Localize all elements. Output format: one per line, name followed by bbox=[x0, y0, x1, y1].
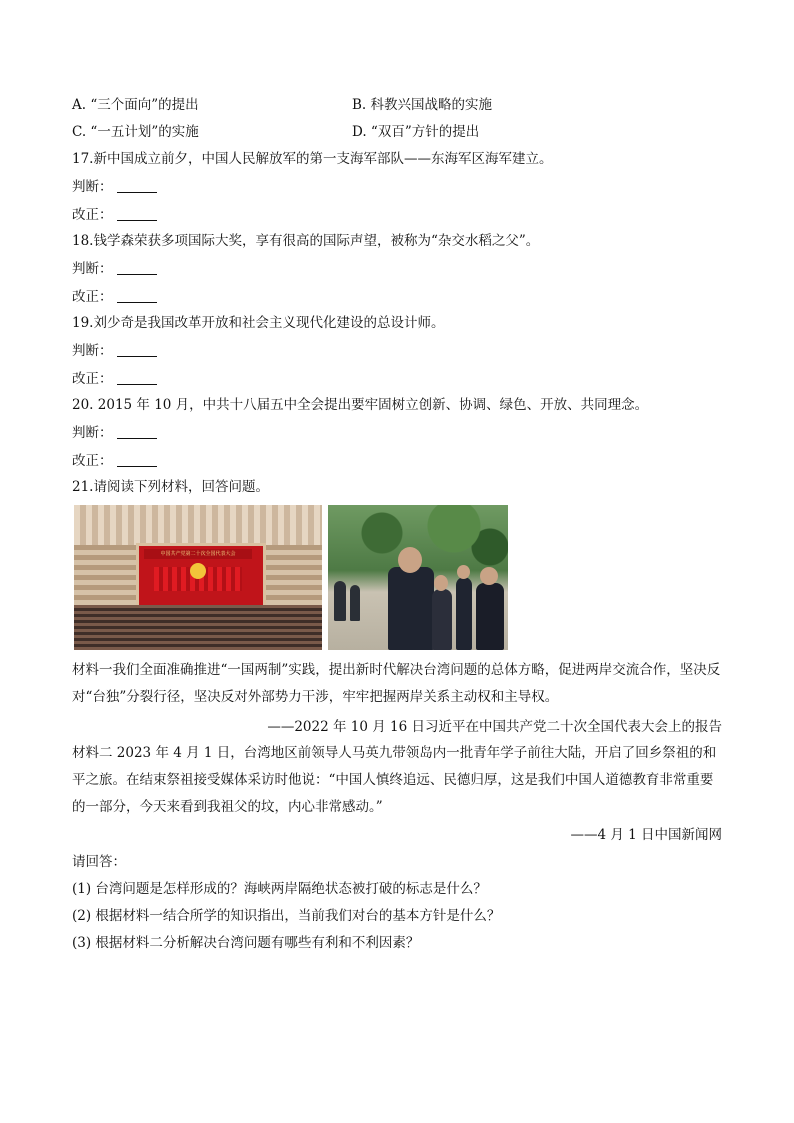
option-a: A. “三个面向”的提出 bbox=[72, 97, 199, 113]
judge-label: 判断： bbox=[72, 343, 113, 359]
person-figure bbox=[388, 567, 434, 650]
sub-question-2: (2) 根据材料一结合所学的知识指出，当前我们对台的基本方针是什么？ bbox=[72, 908, 501, 924]
audience-seats bbox=[74, 605, 322, 650]
material-2-source: ——4 月 1 日中国新闻网 bbox=[570, 827, 722, 843]
person-figure bbox=[432, 589, 452, 650]
correct-label: 改正： bbox=[72, 371, 113, 387]
q20-correct bbox=[72, 452, 157, 470]
person-figure bbox=[334, 581, 346, 621]
visit-photo bbox=[328, 505, 508, 650]
ask-label: 请回答： bbox=[72, 854, 126, 870]
judge-label: 判断： bbox=[72, 425, 113, 441]
correct-label: 改正： bbox=[72, 453, 113, 469]
hall-ceiling bbox=[74, 505, 322, 545]
option-c: C. “一五计划”的实施 bbox=[72, 124, 199, 140]
stage-banner: 中国共产党第二十次全国代表大会 bbox=[144, 549, 252, 559]
judge-label: 判断： bbox=[72, 261, 113, 277]
party-emblem-icon bbox=[190, 563, 206, 579]
option-b: B. 科教兴国战略的实施 bbox=[352, 97, 493, 113]
question-17: 17.新中国成立前夕，中国人民解放军的第一支海军部队——东海军区海军建立。 bbox=[72, 151, 553, 167]
question-19: 19.刘少奇是我国改革开放和社会主义现代化建设的总设计师。 bbox=[72, 315, 445, 331]
congress-hall-photo bbox=[74, 505, 322, 650]
judge-blank[interactable] bbox=[117, 424, 157, 439]
sub-question-1: (1) 台湾问题是怎样形成的？海峡两岸隔绝状态被打破的标志是什么？ bbox=[72, 881, 487, 897]
question-20: 20. 2015 年 10 月，中共十八届五中全会提出要牢固树立创新、协调、绿色、开放、共同理念。 bbox=[72, 397, 649, 413]
sub-question-3: (3) 根据材料二分析解决台湾问题有哪些有利和不利因素？ bbox=[72, 935, 420, 951]
judge-blank[interactable] bbox=[117, 260, 157, 275]
correct-label: 改正： bbox=[72, 207, 113, 223]
material-1-source: ——2022 年 10 月 16 日习近平在中国共产党二十次全国代表大会上的报告 bbox=[267, 719, 722, 735]
person-figure bbox=[456, 577, 472, 650]
correct-blank[interactable] bbox=[117, 370, 157, 385]
q19-judge bbox=[72, 342, 157, 360]
q17-judge bbox=[72, 178, 157, 196]
person-head bbox=[398, 547, 422, 573]
option-d: D. “双百”方针的提出 bbox=[352, 124, 480, 140]
person-figure bbox=[476, 583, 504, 650]
material-1: 材料一我们全面准确推进“一国两制”实践，提出新时代解决台湾问题的总体方略，促进两岸交流合作，坚决反对“台独”分裂行径，坚决反对外部势力干涉，牢牢把握两岸关系主动权和主导权。 bbox=[72, 662, 721, 705]
q19-correct bbox=[72, 370, 157, 388]
hall-side-right bbox=[260, 545, 322, 605]
correct-blank[interactable] bbox=[117, 206, 157, 221]
person-head bbox=[434, 575, 448, 591]
q18-judge bbox=[72, 260, 157, 278]
question-21: 21.请阅读下列材料，回答问题。 bbox=[72, 479, 269, 495]
q20-judge bbox=[72, 424, 157, 442]
correct-blank[interactable] bbox=[117, 288, 157, 303]
judge-blank[interactable] bbox=[117, 342, 157, 357]
correct-label: 改正： bbox=[72, 289, 113, 305]
person-head bbox=[457, 565, 470, 579]
material-2: 材料二 2023 年 4 月 1 日，台湾地区前领导人马英九带领岛内一批青年学子前往大陆，开启了回乡祭祖的和平之旅。在结束祭祖接受媒体采访时他说：“中国人慎终追远、民德归厚，这是我们中国人道德教育非常重要的一部分，今天来看到我祖父的坟，内心非常感动。” bbox=[72, 745, 717, 815]
person-figure bbox=[350, 585, 360, 621]
hall-side-left bbox=[74, 545, 136, 605]
question-18: 18.钱学森荣获多项国际大奖，享有很高的国际声望，被称为“杂交水稻之父”。 bbox=[72, 233, 540, 249]
judge-blank[interactable] bbox=[117, 178, 157, 193]
correct-blank[interactable] bbox=[117, 452, 157, 467]
judge-label: 判断： bbox=[72, 179, 113, 195]
q17-correct bbox=[72, 206, 157, 224]
q18-correct bbox=[72, 288, 157, 306]
person-head bbox=[480, 567, 498, 585]
